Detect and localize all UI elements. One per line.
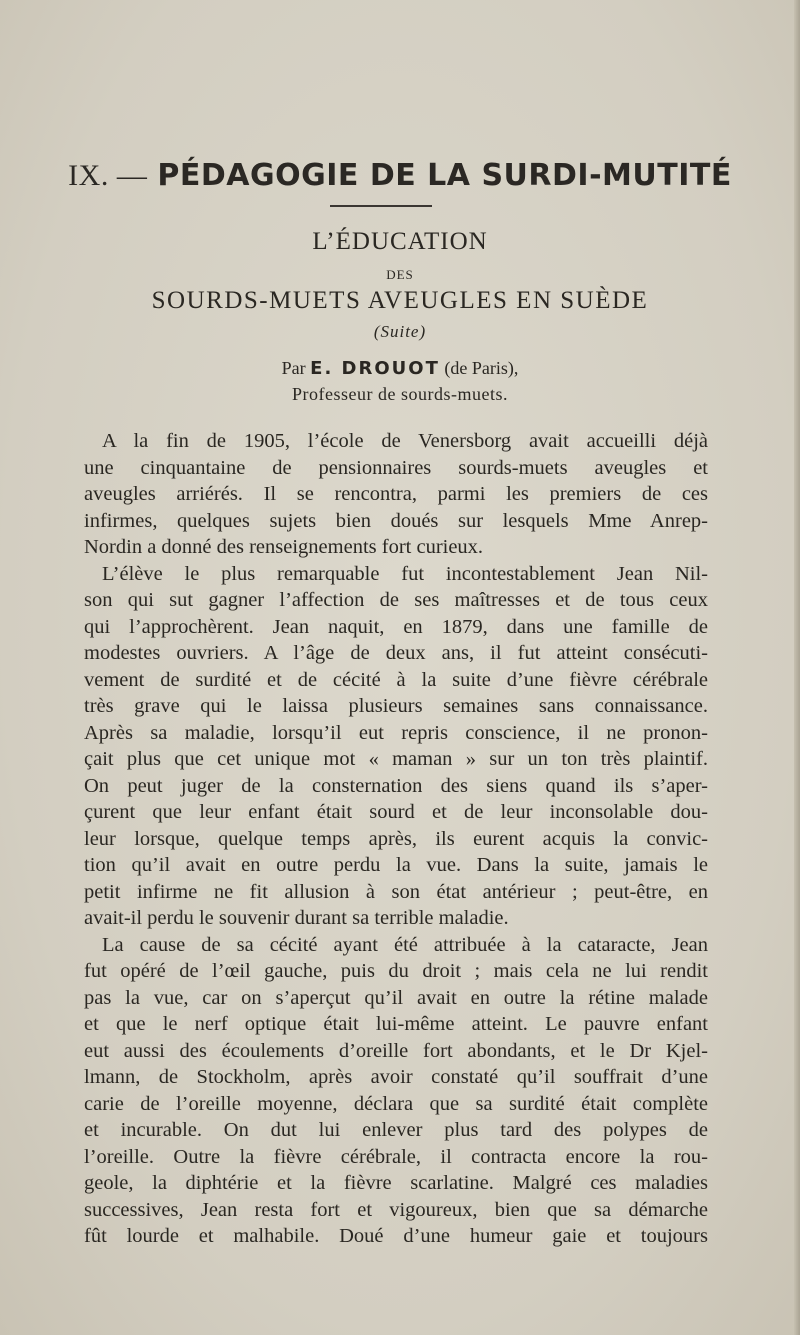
body-line: carie de l’oreille moyenne, déclara que sa surdité était complète [84,1092,708,1115]
byline [0,358,800,379]
body-line: leur lorsque, quelque temps après, ils eurent acquis la convic- [84,827,708,850]
body-line: fût lourde et malhabile. Doué d’une humeur gaie et toujours [84,1225,708,1247]
body-line: qui l’approchèrent. Jean naquit, en 1879, dans une famille de [84,615,708,638]
body-line: vement de surdité et de cécité à la suite d’une fièvre cérébrale [84,668,708,691]
page-edge-shadow [794,0,800,1335]
article-title-line-3: SOURDS-MUETS AVEUGLES EN SUÈDE [151,287,649,314]
section-title: PÉDAGOGIE DE LA SURDI-MUTITÉ [157,158,732,193]
body-line: infirmes, quelques sujets bien doués sur lesquels Mme Anrep- [84,509,708,532]
heading-rule [330,205,432,207]
body-line: fut opéré de l’œil gauche, puis du droit ; mais cela ne lui rendit [84,960,708,982]
section-heading [0,158,800,193]
body-line: et que le nerf optique était lui-même atteint. Le pauvre enfant [84,1013,708,1035]
author-affiliation: Professeur de sourds-muets. [292,384,508,404]
body-line: La cause de sa cécité ayant été attribuée à la cataracte, Jean [102,933,708,956]
body-line: L’élève le plus remarquable fut incontestablement Jean Nil- [102,562,708,585]
body-line: successives, Jean resta fort et vigoureux, bien que sa démarche [84,1198,708,1221]
body-line: tion qu’il avait en outre perdu la vue. Dans la suite, jamais le [84,854,708,876]
article-title-line-1: L’ÉDUCATION [312,228,488,255]
body-line: l’oreille. Outre la fièvre cérébrale, il contracta encore la rou- [84,1145,708,1168]
body-line: son qui sut gagner l’affection de ses maîtresses et de tous ceux [84,589,708,611]
article-title-line-2: DES [386,267,414,282]
body-text [84,428,708,1250]
body-line: geole, la diphtérie et la fièvre scarlatine. Malgré ces maladies [84,1172,708,1194]
article-continuation-note: (Suite) [373,322,427,341]
body-line: A la fin de 1905, l’école de Venersborg avait accueilli déjà [102,430,708,452]
body-line: et incurable. On dut lui enlever plus tard des polypes de [84,1119,708,1141]
body-line: avait-il perdu le souvenir durant sa terrible maladie. [84,907,509,929]
section-number: IX. — [68,159,148,192]
body-line: petit infirme ne fit allusion à son état antérieur ; peut-être, en [84,880,708,903]
body-line: modestes ouvriers. A l’âge de deux ans, il fut atteint consécuti- [84,642,708,664]
body-line: eut aussi des écoulements d’oreille fort abondants, et le Dr Kjel- [84,1039,708,1062]
body-line: pas la vue, car on s’aperçut qu’il avait en outre la rétine malade [84,986,708,1009]
body-line: aveugles arriérés. Il se rencontra, parmi les premiers de ces [84,483,708,505]
body-line: lmann, de Stockholm, après avoir constaté qu’il souffrait d’une [84,1066,708,1088]
body-line: Nordin a donné des renseignements fort curieux. [84,536,484,558]
byline-suffix: (de Paris), [444,358,519,378]
byline-prefix: Par [281,358,306,378]
body-line: çait plus que cet unique mot « maman » sur un ton très plaintif. [84,748,708,770]
author-name: E. DROUOT [310,358,440,379]
body-line: très grave qui le laissa plusieurs semaines sans connaissance. [84,695,708,717]
body-line: Après sa maladie, lorsqu’il eut repris conscience, il ne pronon- [84,721,708,744]
body-line: On peut juger de la consternation des siens quand ils s’aper- [84,774,708,797]
body-line: çurent que leur enfant était sourd et de leur inconsolable dou- [84,801,708,823]
body-line: une cinquantaine de pensionnaires sourds-muets aveugles et [84,456,708,479]
